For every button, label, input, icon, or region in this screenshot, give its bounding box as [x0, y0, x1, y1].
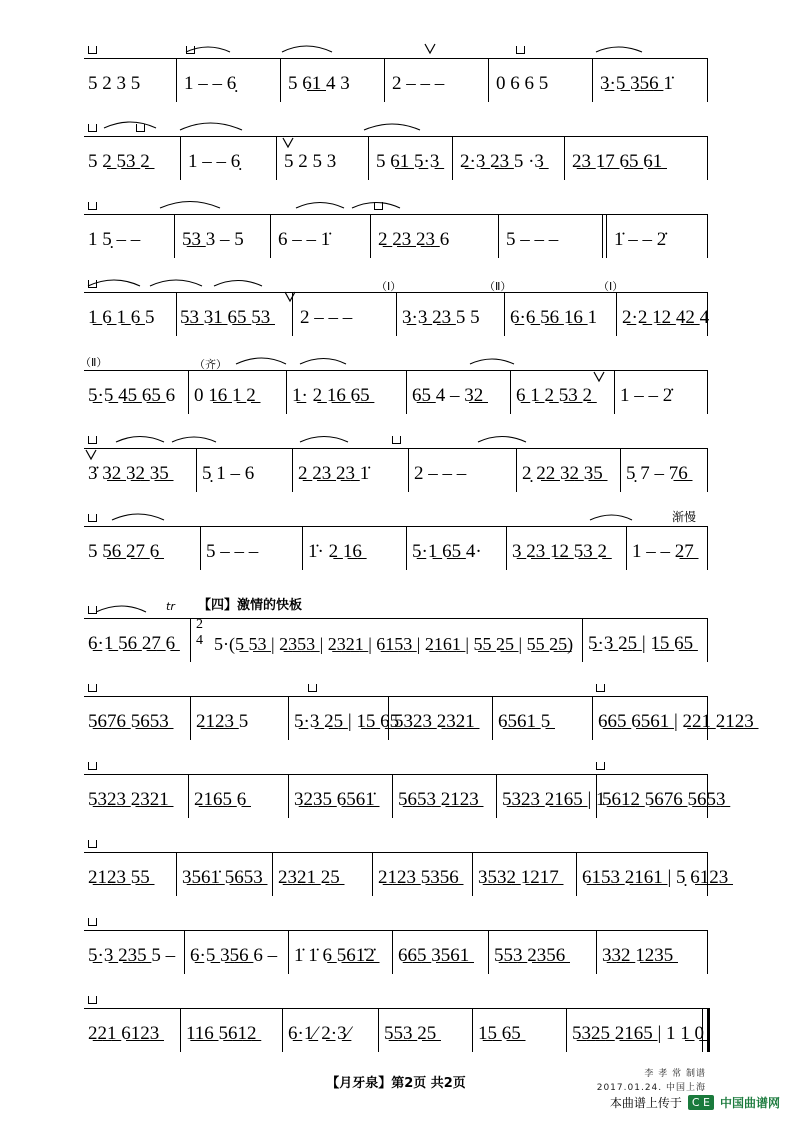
measure-notes: 5̲·1̲ 6̲5̲ 4· [412, 541, 482, 562]
barline [452, 136, 453, 180]
measure-notes: 2̲·2̲ 1̲2̲ 4̲2̲ 4 [622, 307, 710, 328]
date-credit: 2017.01.24. 中国上海 [596, 1083, 706, 1093]
barline [488, 930, 489, 974]
measure-notes: 2̲2̲1̲ 6̲1̲2̲3̲ [88, 1023, 160, 1044]
barline [472, 1008, 473, 1052]
barline [602, 214, 603, 258]
measure-notes: 5̲·3̲ 2̲5̲ | 1̲5̲ 6̲5̲ [588, 633, 694, 654]
measure-notes: 3̲5̲3̲2̲ 1̲2̲1̲7̲ [478, 867, 559, 888]
barline [576, 852, 577, 896]
staff-line [84, 696, 708, 697]
ending-marker-2b: （Ⅱ） [80, 356, 108, 369]
bow-mark [136, 124, 145, 132]
barline [472, 852, 473, 896]
staff-system-8 [84, 618, 708, 662]
measure-notes: 5̲3̲ 3 – 5 [182, 229, 244, 250]
tempo-marking-gradual-slow: 渐慢 [672, 510, 697, 524]
barline [272, 852, 273, 896]
measure-notes: 2 – – – [300, 307, 353, 328]
staff-system-4 [84, 280, 710, 336]
barline [288, 774, 289, 818]
staff-line [84, 214, 708, 215]
measure-notes: 5̲·3̲ 2̲5̲ | 1̲5̲ 6̲5̲ [294, 711, 400, 732]
measure-notes: 6̲6̲5̲ 6̲5̲6̲1̲ | 2̲2̲1̲ 2̲1̲2̲3̲ [598, 711, 754, 732]
measure-notes: 3̲3̲2̲ 1̲2̲3̲5̲ [602, 945, 674, 966]
barline [496, 774, 497, 818]
measure-notes: 5̲5̲3̲ 2̲3̲5̲6̲ [494, 945, 566, 966]
barline [510, 370, 511, 414]
bow-mark [88, 124, 97, 132]
measure-notes: 2̲1̲6̲5̲ 6̲ [194, 789, 247, 810]
barline [174, 214, 175, 258]
barline [406, 526, 407, 570]
barline [302, 526, 303, 570]
measure-notes: 1 – – 6̣ [184, 73, 237, 94]
staff-system-3 [84, 214, 708, 258]
measure-notes: 3̇ 3̲2̲ 3̲2̲ 3̲5̲ [88, 463, 169, 484]
barline [707, 774, 708, 818]
staff-system-1 [84, 58, 708, 102]
ending-marker-1b: （Ⅰ） [598, 280, 624, 293]
barline [288, 696, 289, 740]
measure-notes: 6̲5̲6̲1̲ 5̲ [498, 711, 551, 732]
barline [188, 370, 189, 414]
barline [702, 1008, 703, 1052]
barline [498, 214, 499, 258]
barline [176, 852, 177, 896]
barline [707, 136, 708, 180]
barline [564, 136, 565, 180]
measure-notes: 5̲·5̲ 4̲5̲ 6̲5̲ 6 [88, 385, 176, 406]
barline [707, 618, 708, 662]
measure-notes: 2̲·3̲ 2̲3̲ 5 ·3̲ [460, 151, 544, 172]
barline [616, 292, 617, 336]
bow-mark [88, 684, 97, 692]
measure-notes: 5̲3̲2̲3̲ 2̲1̲6̲5̲ | 1 [502, 789, 606, 810]
measure-notes: 1̇· 2̲ 1̲6̲ [308, 541, 362, 562]
barline [506, 526, 507, 570]
measure-notes: 1̲1̲6̲ 5̲6̲1̲2̲ [186, 1023, 257, 1044]
barline [582, 618, 583, 662]
measure-notes: 1 – – 2̇ [620, 385, 673, 406]
staff-line [84, 852, 708, 853]
measure-notes: 5̣ 1 – 6 [202, 463, 255, 484]
staff-line [84, 1008, 708, 1009]
trill-marking: tr [166, 600, 175, 613]
measure-notes: 6̲·6̲ 5̲6̲ 1̲6̲ 1 [510, 307, 598, 328]
barline [190, 696, 191, 740]
measure-notes: 1̲5̲ 6̲5̲ [478, 1023, 521, 1044]
measure-notes: 5 5̲6̲ 2̲7̲ 6̲ [88, 541, 160, 562]
barline [504, 292, 505, 336]
measure-notes: 5̲3̲2̲5̲ 2̲1̲6̲5̲ | 1 1̲ 0̲ [572, 1023, 705, 1044]
barline [190, 618, 191, 662]
measure-notes: 5̲6̲1̲2̲ 5̲6̲7̲6̲ 5̲6̲5̲3̲ [602, 789, 726, 810]
ending-marker-1: （Ⅰ） [376, 280, 402, 293]
barline [620, 448, 621, 492]
measure-notes: 6 – – 1̇ [278, 229, 331, 250]
measure-notes: 5̣ 7 – 7̲6̲ [626, 463, 688, 484]
barline [596, 774, 597, 818]
staff-system-9 [84, 696, 754, 740]
time-signature-numerator: 2 [196, 617, 203, 632]
staff-line [84, 58, 708, 59]
barline [372, 852, 373, 896]
barline [378, 1008, 379, 1052]
measure-notes: 2̲3̲2̲1̲ 2̲5̲ [278, 867, 340, 888]
barline [707, 930, 708, 974]
measure-notes: 1̇ – – 2̇ [614, 229, 667, 250]
measure-notes: 3̲ 2̲3̲ 1̲2̲ 5̲3̲ 2̲ [512, 541, 607, 562]
section-heading-four: 【四】激情的快板 [198, 598, 303, 613]
barline [286, 370, 287, 414]
barline [707, 58, 708, 102]
bow-mark [88, 606, 97, 614]
bow-mark [88, 202, 97, 210]
barline [396, 292, 397, 336]
barline [292, 292, 293, 336]
time-signature-denominator: 4 [196, 633, 203, 648]
barline [288, 930, 289, 974]
measure-notes: 2̲1̲2̲3̲ 5̲5̲ [88, 867, 150, 888]
measure-notes: 5̲·3̲ 2̲3̲5̲ 5 – [88, 945, 176, 966]
staff-line [84, 136, 708, 137]
barline [707, 370, 708, 414]
site-name: 中国曲谱网 [719, 1096, 780, 1110]
ending-marker-2: （Ⅱ） [484, 280, 512, 293]
measure-notes: 5 2 5 3 [284, 151, 337, 172]
barline [176, 58, 177, 102]
barline [184, 930, 185, 974]
staff-line [84, 526, 708, 527]
measure-notes: 5 – – – [506, 229, 559, 250]
barline [392, 930, 393, 974]
barline [388, 696, 389, 740]
barline [707, 852, 708, 896]
barline [614, 370, 615, 414]
measure-notes: 5 6̲1̲ 5̲·3̲ [376, 151, 440, 172]
barline [196, 448, 197, 492]
staff-system-11 [84, 852, 729, 896]
staff-system-6 [84, 448, 708, 492]
barline [516, 448, 517, 492]
measure-notes: 5̲3̲2̲3̲ 2̲3̲2̲1̲ [88, 789, 169, 810]
measure-notes: 2̣ 2̲2̲ 3̲2̲ 3̲5̲ [522, 463, 603, 484]
barline [408, 448, 409, 492]
barline [180, 136, 181, 180]
measure-notes: 6̲5̲ 4 – 3̲2̲ [412, 385, 484, 406]
staff-line [84, 618, 708, 619]
bow-mark [596, 684, 605, 692]
bow-mark [516, 46, 525, 54]
measure-notes: 1 – – 2̲7̲ [632, 541, 694, 562]
measure-notes: 5̲6̲7̲6̲ 5̲6̲5̲3̲ [88, 711, 169, 732]
measure-notes: 2̲1̲2̲3̲ 5 [196, 711, 249, 732]
composer-credit: 李 孝 常 制谱 [644, 1069, 706, 1079]
barline [566, 1008, 567, 1052]
barline [292, 448, 293, 492]
staff-line [84, 448, 708, 449]
barline [180, 1008, 181, 1052]
bow-mark [88, 918, 97, 926]
bow-mark [186, 46, 195, 54]
barline [370, 214, 371, 258]
measure-notes: 5̲5̲3̲ 2̲5̲ [384, 1023, 437, 1044]
measure-notes: 5̲3̲2̲3̲ 2̲3̲2̲1̲ [394, 711, 475, 732]
watermark-prefix: 本曲谱上传于 [609, 1096, 682, 1110]
bow-mark [392, 436, 401, 444]
measure-notes: 0 6 6 5 [496, 73, 549, 94]
staff-system-7 [84, 510, 708, 570]
bow-mark [88, 46, 97, 54]
barline [270, 214, 271, 258]
barline [596, 930, 597, 974]
barline [276, 136, 277, 180]
staff-line [84, 930, 708, 931]
measure-notes: 5 2 3 5 [88, 73, 141, 94]
measure-notes: 2̲3̲ 1̲7̲ 6̲5̲ 6̲1̲ [572, 151, 663, 172]
barline [368, 136, 369, 180]
bow-mark [88, 514, 97, 522]
measure-notes: 1̲ 6̲ 1̲ 6̲ 5 [88, 307, 155, 328]
bow-mark [88, 996, 97, 1004]
measure-notes: 6̲·1̲ 5̲6̲ 2̲7̲ 6̲ [88, 633, 176, 654]
measure-notes: 5̲6̲5̲3̲ 2̲1̲2̲3̲ [398, 789, 479, 810]
final-barline [707, 1008, 710, 1052]
measure-notes: 3̲2̲3̲5̲ 6̲5̲6̲1̲̇ [294, 789, 375, 810]
barline [592, 696, 593, 740]
barline [488, 58, 489, 102]
staff-system-10 [84, 774, 726, 818]
barline [707, 448, 708, 492]
measure-notes: 6̲1̲5̲3̲ 2̲1̲6̲1̲ | 5̣ 6̲1̲2̲3̲ [582, 867, 729, 888]
barline [406, 370, 407, 414]
page-footer-title: 【月牙泉】第2页 共2页 [326, 1076, 466, 1091]
staff-line [84, 774, 708, 775]
bow-mark [88, 436, 97, 444]
staff-system-13 [84, 1008, 708, 1052]
barline [188, 774, 189, 818]
barline [707, 214, 708, 258]
bow-mark [596, 762, 605, 770]
measure-notes: 1̇ 1̇ 6̲ 5̲6̲1̲̇2̲̇ [294, 945, 375, 966]
barline [492, 696, 493, 740]
measure-notes: 6̲6̲5̲ 3̲5̲6̲1̲ [398, 945, 470, 966]
site-logo-icon: C E [688, 1095, 714, 1110]
measure-notes: 2 – – – [414, 463, 467, 484]
barline [200, 526, 201, 570]
measure-notes: 2̲1̲2̲3̲ 5̲3̲5̲6̲ [378, 867, 459, 888]
measure-notes: 5̲3̲ 3̲1̲ 6̲5̲ 5̲3̲ [180, 307, 271, 328]
barline [176, 292, 177, 336]
barline [707, 526, 708, 570]
staff-system-5 [80, 356, 708, 414]
measure-notes: 3̲·5̲ 3̲5̲6̲ 1̇ [600, 73, 673, 94]
barline [384, 58, 385, 102]
measure-notes: 2̲ 2̲3̲ 2̲3̲ 6 [378, 229, 450, 250]
bow-mark [374, 202, 383, 210]
measure-notes: 1 – – 6̣ [188, 151, 241, 172]
measure-notes: 5 – – – [206, 541, 259, 562]
barline [626, 526, 627, 570]
measure-notes: 0 1̲6̲ 1̲ 2̲ [194, 385, 256, 406]
barline [392, 774, 393, 818]
measure-notes: 1̲· 2̲ 1̲6̲ 6̲5̲ [292, 385, 370, 406]
site-watermark [610, 1094, 780, 1111]
measure-notes: 6̲·1̲⁄ 2̲·3̲⁄ [288, 1023, 350, 1044]
barline [606, 214, 607, 258]
measure-notes: 6̲·5̲ 3̲5̲6̲ 6 – [190, 945, 278, 966]
barline [707, 292, 708, 336]
barline [280, 58, 281, 102]
measure-notes: 3̲5̲6̲1̲̇ 5̲6̲5̲3̲ [182, 867, 263, 888]
qi-marker: （齐） [194, 358, 227, 371]
measure-notes: 6̲ 1̲ 2̲ 5̲3̲ 2̲ [516, 385, 592, 406]
measure-notes: 2 – – – [392, 73, 445, 94]
barline [707, 696, 708, 740]
bow-mark [88, 840, 97, 848]
barline [592, 58, 593, 102]
measure-notes: 1 5̣ – – [88, 229, 141, 250]
bow-mark [308, 684, 317, 692]
measure-notes: 5·(5̲ 5̲3̲ | 2̲3̲5̲3̲ | 2̲3̲2̲1̲ | 6̲1̲5̲3̲ | 2̲1̲6̲1̲ | 5̲5̲ 2̲5̲ | 5̲5̲ 2̲5̲) [214, 634, 574, 654]
measure-notes: 5 2̲ 5̲3̲ 2̲ [88, 151, 150, 172]
bow-mark [88, 762, 97, 770]
measure-notes: 5 6̲1̲ 4 3 [288, 73, 350, 94]
staff-system-2 [84, 136, 708, 180]
bow-mark [88, 280, 97, 288]
barline [282, 1008, 283, 1052]
measure-notes: 3̲·3̲ 2̲3̲ 5 5 [402, 307, 480, 328]
staff-system-12 [84, 930, 708, 974]
measure-notes: 2̲ 2̲3̲ 2̲3̲ 1̇ [298, 463, 370, 484]
